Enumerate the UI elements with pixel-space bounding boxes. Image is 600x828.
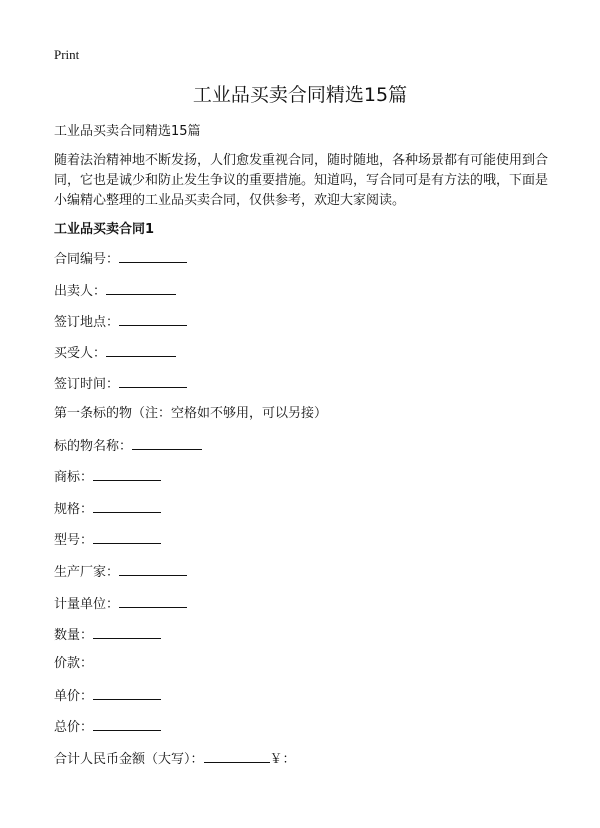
quantity-blank [93,625,161,639]
article-one-text: 第一条标的物（注：空格如不够用，可以另接） [54,406,328,421]
article-one-heading [54,405,327,423]
contract-number-label: 合同编号： [54,252,120,267]
seller-field [54,281,176,299]
intro-paragraph: 随着法治精神地不断发扬，人们愈发重视合同，随时随地，各种场景都有可能使用到合同，它也是诚少和防止发生争议的重要措施。知道吗，写合同可是有方法的哦，下面是小编精心整理的工业品买卖合同，仅供参考，欢迎大家阅读。 [54,153,549,208]
price-label: 价款： [54,656,94,671]
item-name-blank [132,436,202,450]
print-link[interactable]: Print [54,47,80,62]
unit-label: 计量单位： [54,597,120,612]
model-blank [93,530,161,544]
buyer-field [54,343,176,361]
seller-blank [106,281,176,295]
sign-place-field [54,312,187,330]
spec-field [54,499,161,517]
model-field [54,530,161,548]
manufacturer-field [54,562,187,580]
section-heading: 工业品买卖合同1 [54,222,155,237]
total-rmb-label: 合计人民币金额（大写）： [54,752,204,767]
trademark-blank [93,467,161,481]
yen-amount-label: ￥： [269,752,296,767]
total-rmb-field [54,749,296,767]
sign-place-label: 签订地点： [54,315,120,330]
contract-number-field [54,249,187,267]
unit-price-label: 单价： [54,689,94,704]
quantity-field [54,625,161,643]
sign-time-blank [119,374,187,388]
spec-blank [93,499,161,513]
quantity-label: 数量： [54,628,94,643]
trademark-field [54,467,161,485]
seller-label: 出卖人： [54,284,107,299]
sign-time-field [54,374,187,392]
unit-price-blank [93,686,161,700]
sign-place-blank [119,312,187,326]
unit-field [54,594,187,612]
unit-blank [119,594,187,608]
total-price-label: 总价： [54,720,94,735]
document-subtitle: 工业品买卖合同精选15篇 [54,124,201,139]
buyer-label: 买受人： [54,346,107,361]
item-name-label: 标的物名称： [54,439,133,454]
model-label: 型号： [54,533,94,548]
trademark-label: 商标： [54,470,94,485]
total-price-blank [93,717,161,731]
unit-price-field [54,686,161,704]
sign-time-label: 签订时间： [54,377,120,392]
price-field [54,655,93,673]
page-title: 工业品买卖合同精选15篇 [192,84,408,106]
total-rmb-blank [204,749,270,763]
item-name-field [54,436,202,454]
spec-label: 规格： [54,502,94,517]
total-price-field [54,717,161,735]
manufacturer-label: 生产厂家： [54,565,120,580]
manufacturer-blank [119,562,187,576]
contract-number-blank [119,249,187,263]
buyer-blank [106,343,176,357]
